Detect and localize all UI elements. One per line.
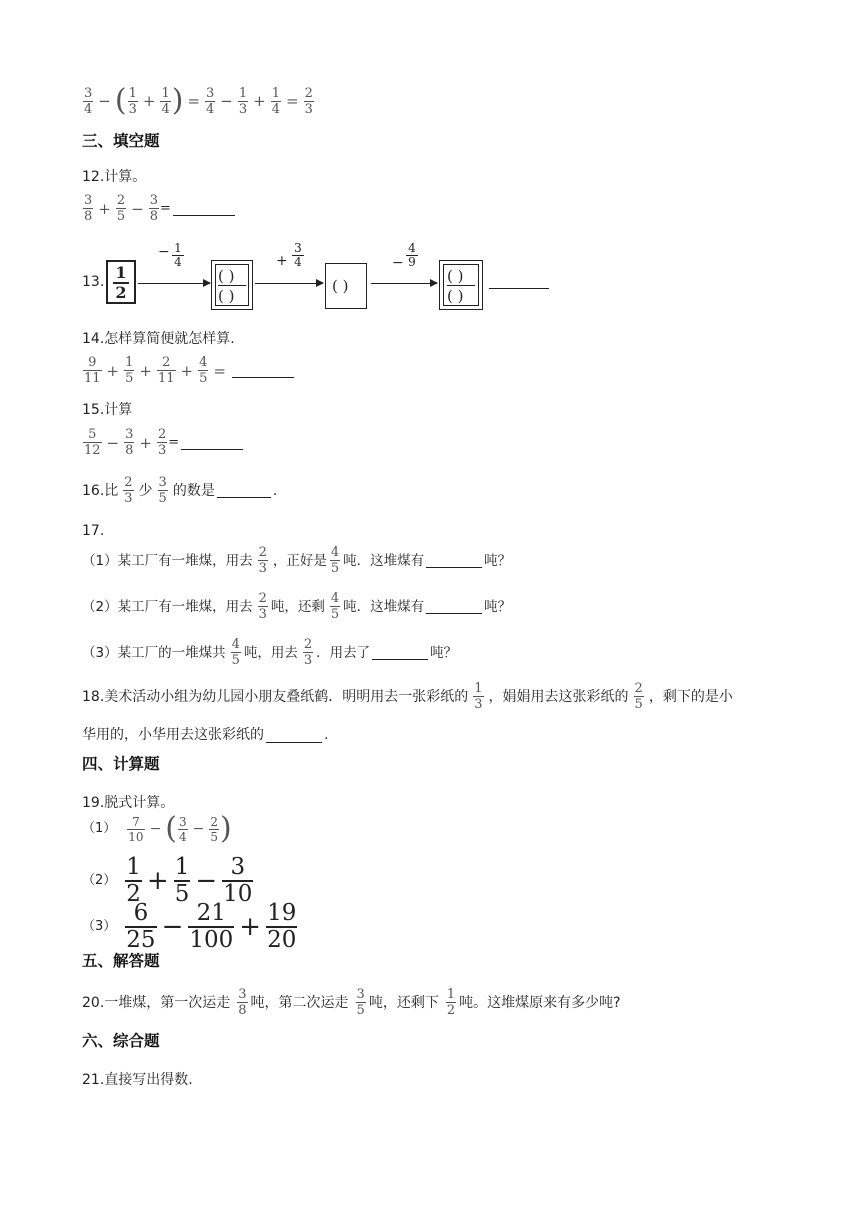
arrow <box>138 283 210 284</box>
left-paren: ( <box>114 83 127 118</box>
q17-text: （1）某工厂有一堆煤，用去 <box>82 552 253 569</box>
fraction: $\frac{2}{3}$ <box>258 545 267 576</box>
q16-text: . <box>272 482 278 499</box>
answer-box-1[interactable]: ( ) ( ) <box>211 260 253 310</box>
q17-text: 吨？ <box>484 598 512 615</box>
fraction: $\frac{3}{5}$ <box>356 987 365 1018</box>
fraction: $\frac{3}{8}$ <box>149 193 158 224</box>
q17-text: 吨？ <box>430 644 458 661</box>
fraction: $\frac{2}{5}$ <box>210 814 219 844</box>
q12-label: 12.计算。 <box>82 169 147 185</box>
answer-blank[interactable] <box>266 728 322 743</box>
equals-sign: = <box>213 361 226 380</box>
fraction: $\frac{1}{4}$ <box>271 85 281 117</box>
step3-fraction: 4 9 <box>406 242 418 269</box>
minus-sign: − <box>195 866 218 896</box>
q18-line2 <box>82 726 328 744</box>
q18-text: 华用的，小华用去这张彩纸的 <box>82 727 264 743</box>
fraction: $\frac{3}{5}$ <box>158 475 167 506</box>
fraction: $\frac{4}{5}$ <box>330 545 340 576</box>
prev-answer-equation <box>82 83 315 118</box>
fraction: $\frac{4}{5}$ <box>330 591 340 622</box>
fraction: $\frac{7}{10}$ <box>128 814 144 844</box>
minus-sign: − <box>98 92 111 110</box>
q16-text: 少 <box>138 482 153 499</box>
equals-sign: = <box>187 92 201 110</box>
q19-index: （1） <box>82 821 117 836</box>
step3-op: − <box>392 255 404 271</box>
q17-part2 <box>82 592 511 621</box>
answer-blank[interactable] <box>181 435 243 450</box>
step1-fraction: 1 4 <box>172 242 184 269</box>
fraction: $\frac{6}{25}$ <box>126 900 156 953</box>
q19-index: （2） <box>82 873 117 888</box>
q19-item1 <box>82 811 232 846</box>
fraction: $\frac{2}{3}$ <box>258 591 267 622</box>
section-heading-3: 三、填空题 <box>82 132 160 150</box>
q18-text: 18.美术活动小组为幼儿园小朋友叠纸鹤．明明用去一张彩纸的 <box>82 688 469 705</box>
q20-text: 吨，第二次运走 <box>250 994 349 1011</box>
plus-sign: + <box>180 361 194 380</box>
answer-box-3[interactable]: ( ) ( ) <box>439 260 483 310</box>
minus-sign: − <box>161 912 184 942</box>
q16 <box>82 476 277 505</box>
section-heading-5: 五、解答题 <box>82 952 160 970</box>
q13-label: 13. <box>82 274 105 290</box>
fraction: $\frac{3}{8}$ <box>125 427 134 458</box>
arrow <box>371 283 437 284</box>
step1-op: − <box>158 244 170 260</box>
right-paren: ) <box>220 811 232 846</box>
q17-text: 吨，还剩 <box>270 598 325 615</box>
q19-item2 <box>82 856 254 906</box>
q18-text: ，剩下的是小 <box>648 688 733 705</box>
fraction: $\frac{1}{3}$ <box>128 85 137 117</box>
section-heading-6: 六、综合题 <box>82 1032 160 1050</box>
q17-text: 吨．这堆煤有 <box>343 552 425 569</box>
fraction: $\frac{3}{8}$ <box>84 193 93 224</box>
plus-sign: + <box>139 361 152 380</box>
q21-label: 21.直接写出得数. <box>82 1072 193 1088</box>
answer-blank[interactable] <box>372 645 428 660</box>
q14-expression <box>82 356 296 385</box>
minus-sign: − <box>149 821 162 837</box>
minus-sign: − <box>106 433 120 452</box>
fraction: $\frac{2}{3}$ <box>304 85 313 117</box>
q15-expression <box>82 428 245 457</box>
fraction: $\frac{1}{2}$ <box>126 854 141 907</box>
plus-sign: + <box>239 912 262 942</box>
equals-sign: = <box>286 92 299 110</box>
q17-text: （3）某工厂的一堆煤共 <box>82 644 226 661</box>
fraction: $\frac{2}{3}$ <box>124 475 133 506</box>
fraction: $\frac{1}{5}$ <box>174 854 190 907</box>
answer-box-2[interactable]: ( ) <box>325 263 367 309</box>
minus-sign: − <box>220 92 233 110</box>
answer-blank[interactable] <box>217 483 271 498</box>
q19-item3 <box>82 902 298 952</box>
q19-label: 19.脱式计算。 <box>82 795 175 811</box>
fraction: $\frac{2}{5}$ <box>116 193 126 224</box>
plus-sign: + <box>139 433 152 452</box>
fraction: $\frac{5}{12}$ <box>84 427 101 458</box>
q15-label: 15.计算 <box>82 402 133 418</box>
arrow <box>255 283 323 284</box>
q17-text: ，正好是 <box>272 552 327 569</box>
fraction: $\frac{4}{5}$ <box>231 637 240 668</box>
q17-part3 <box>82 638 457 667</box>
step2-op: + <box>276 253 288 269</box>
fraction: $\frac{19}{20}$ <box>267 900 297 953</box>
plus-sign: + <box>142 92 156 110</box>
q17-text: 吨．这堆煤有 <box>343 598 425 615</box>
minus-sign: − <box>131 199 144 218</box>
fraction: $\frac{2}{3}$ <box>303 637 313 668</box>
q18-text: . <box>324 727 329 743</box>
fraction: $\frac{1}{2}$ <box>446 987 456 1018</box>
fraction: $\frac{1}{4}$ <box>161 85 170 117</box>
q18-line1 <box>82 682 733 711</box>
q17-text: 吨？ <box>484 552 512 569</box>
answer-blank[interactable] <box>489 274 549 289</box>
fraction: $\frac{3}{8}$ <box>238 987 247 1018</box>
answer-blank[interactable] <box>173 201 235 216</box>
q17-label: 17. <box>82 523 105 539</box>
fraction: $\frac{2}{3}$ <box>157 427 167 458</box>
fraction: $\frac{3}{4}$ <box>179 814 187 844</box>
fraction: $\frac{4}{5}$ <box>199 355 208 386</box>
q14-label: 14.怎样算简便就怎样算. <box>82 331 235 347</box>
q17-part1 <box>82 546 511 575</box>
plus-sign: + <box>98 199 111 218</box>
fraction: $\frac{3}{4}$ <box>206 85 215 117</box>
fraction: $\frac{1}{5}$ <box>125 355 134 386</box>
answer-blank[interactable] <box>232 363 294 378</box>
right-paren: ) <box>171 83 184 118</box>
q17-text: （2）某工厂有一堆煤，用去 <box>82 598 253 615</box>
plus-sign: + <box>253 92 266 110</box>
plus-sign: + <box>106 361 120 380</box>
q16-text: 16.比 <box>82 482 119 499</box>
step2-fraction: 3 4 <box>292 242 304 269</box>
q20-text: 吨。这堆煤原来有多少吨? <box>459 994 621 1011</box>
q20-text: 20.一堆煤，第一次运走 <box>82 994 231 1011</box>
answer-blank[interactable] <box>426 599 482 614</box>
start-box: 1 2 <box>106 260 136 304</box>
q16-text: 的数是 <box>172 482 215 499</box>
fraction: $\frac{2}{11}$ <box>157 355 175 386</box>
equals-sign: = <box>168 435 180 450</box>
q17-text: ．用去了 <box>316 644 371 661</box>
fraction: $\frac{1}{3}$ <box>474 681 483 712</box>
q20 <box>82 988 621 1017</box>
fraction: $\frac{1}{3}$ <box>238 85 248 117</box>
fraction: $\frac{21}{100}$ <box>189 900 234 953</box>
q18-text: ，娟娟用去这张彩纸的 <box>488 688 629 705</box>
q19-index: （3） <box>82 919 117 934</box>
q12-expression <box>82 194 237 223</box>
q20-text: 吨，还剩下 <box>368 994 439 1011</box>
section-heading-4: 四、计算题 <box>82 755 160 773</box>
left-paren: ( <box>165 811 178 846</box>
plus-sign: + <box>146 866 169 896</box>
fraction: $\frac{3}{4}$ <box>84 85 93 117</box>
minus-sign: − <box>192 821 205 837</box>
fraction: $\frac{9}{11}$ <box>84 355 101 386</box>
fraction: $\frac{2}{5}$ <box>634 681 643 712</box>
equals-sign: = <box>160 201 171 216</box>
fraction: $\frac{3}{10}$ <box>223 854 253 907</box>
q17-text: 吨，用去 <box>243 644 298 661</box>
answer-blank[interactable] <box>426 553 482 568</box>
